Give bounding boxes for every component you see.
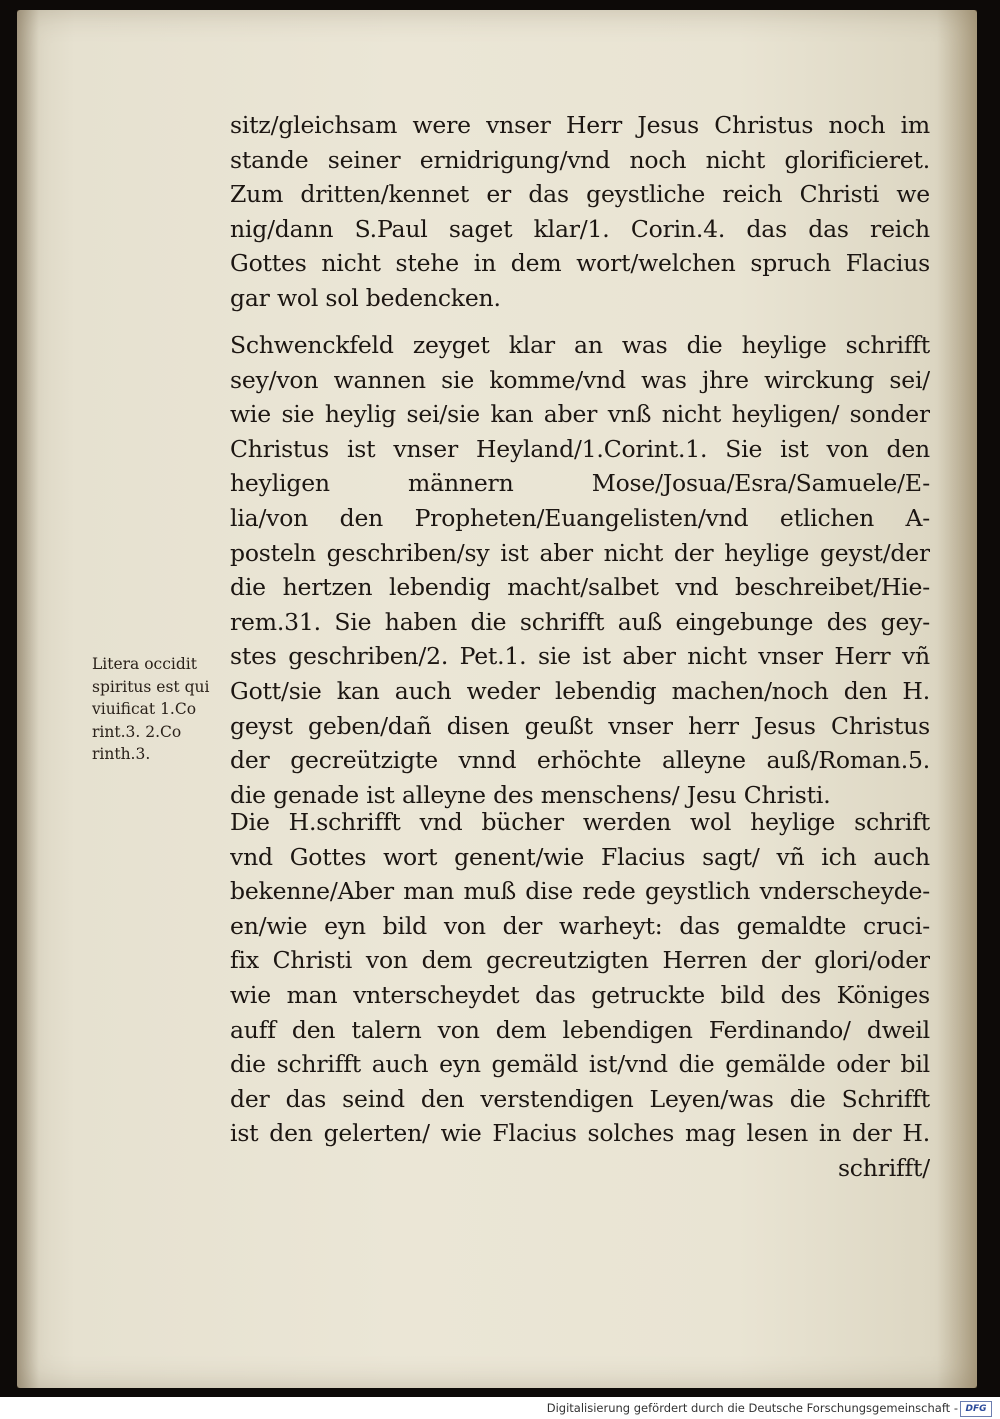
text-line: nig/dann S.Paul saget klar/1. Corin.4. das das reich bbox=[230, 214, 930, 243]
marginal-line: rinth.3. bbox=[92, 745, 151, 763]
text-line: Zum dritten/kennet er das geystliche reich Christi we bbox=[230, 180, 930, 209]
text-line: die schrifft auch eyn gemäld ist/vnd die gemälde oder bil bbox=[230, 1050, 930, 1079]
text-line: stes geschriben/2. Pet.1. sie ist aber nicht vnser Herr vñ bbox=[230, 642, 930, 671]
text-line: geyst geben/dañ disen geußt vnser herr Jesus Christus bbox=[230, 711, 930, 740]
text-line: Christus ist vnser Heyland/1.Corint.1. Sie ist von den bbox=[230, 434, 930, 463]
text-line: die genade ist alleyne des menschens/ Jesu Christi. bbox=[230, 780, 831, 809]
text-line: der das seind den verstendigen Leyen/was die Schrifft bbox=[230, 1084, 930, 1113]
paragraph-1 bbox=[230, 108, 930, 316]
text-line: posteln geschriben/sy ist aber nicht der heylige geyst/der bbox=[230, 538, 930, 567]
text-line: wie man vnterscheydet das getruckte bild des Königes bbox=[230, 980, 930, 1009]
funding-credit: Digitalisierung gefördert durch die Deutsche Forschungsgemeinschaft - bbox=[546, 1401, 958, 1415]
text-line: rem.31. Sie haben die schrifft auß eingebunge des gey- bbox=[230, 607, 930, 636]
text-line: Die H.schrifft vnd bücher werden wol heylige schrift bbox=[230, 808, 930, 836]
marginal-line: spiritus est qui bbox=[92, 677, 210, 696]
marginal-note bbox=[92, 653, 234, 766]
text-line: wie sie heylig sei/sie kan aber vnß nicht heyligen/ sonder bbox=[230, 400, 930, 429]
text-line: Gottes nicht stehe in dem wort/welchen spruch Flacius bbox=[230, 249, 930, 278]
text-line: Schwenckfeld zeyget klar an was die heylige schrifft bbox=[230, 331, 930, 359]
text-line: der gecreützigte vnnd erhöchte alleyne auß/Roman.5. bbox=[230, 746, 930, 775]
text-line: vnd Gottes wort genent/wie Flacius sagt/ vñ ich auch bbox=[230, 842, 930, 871]
text-line: en/wie eyn bild von der warheyt: das gemaldte cruci- bbox=[230, 911, 930, 940]
marginal-line: viuificat 1.Co bbox=[92, 700, 197, 718]
text-line: die hertzen lebendig macht/salbet vnd beschreibet/Hie- bbox=[230, 573, 930, 602]
text-line: heyligen männern Mose/Josua/Esra/Samuele/E- bbox=[230, 469, 930, 498]
text-line: bekenne/Aber man muß dise rede geystlich vnderscheyde- bbox=[230, 877, 930, 906]
text-line: lia/von den Propheten/Euangelisten/vnd etlichen A- bbox=[230, 503, 930, 532]
dfg-logo-icon: DFG bbox=[960, 1401, 992, 1417]
text-line: gar wol sol bedencken. bbox=[230, 283, 501, 312]
text-line: stande seiner ernidrigung/vnd noch nicht glorificieret. bbox=[230, 145, 930, 174]
marginal-line: rint.3. 2.Co bbox=[92, 722, 182, 741]
text-line: ist den gelerten/ wie Flacius solches mag lesen in der H. bbox=[230, 1119, 930, 1148]
footer-bar bbox=[0, 1397, 1000, 1419]
text-line: auff den talern von dem lebendigen Ferdinando/ dweil bbox=[230, 1015, 930, 1044]
text-line: sey/von wannen sie komme/vnd was jhre wirckung sei/ bbox=[230, 365, 930, 394]
catchword: schrifft/ bbox=[837, 1153, 930, 1182]
text-line: sitz/gleichsam were vnser Herr Jesus Christus noch im bbox=[230, 111, 930, 139]
book-page bbox=[17, 10, 977, 1388]
marginal-line: Litera occidit bbox=[92, 655, 197, 673]
text-line: Gott/sie kan auch weder lebendig machen/noch den H. bbox=[230, 676, 930, 705]
paragraph-3 bbox=[230, 805, 930, 1186]
text-line: fix Christi von dem gecreutzigten Herren der glori/oder bbox=[230, 946, 930, 975]
paragraph-2 bbox=[230, 328, 930, 812]
